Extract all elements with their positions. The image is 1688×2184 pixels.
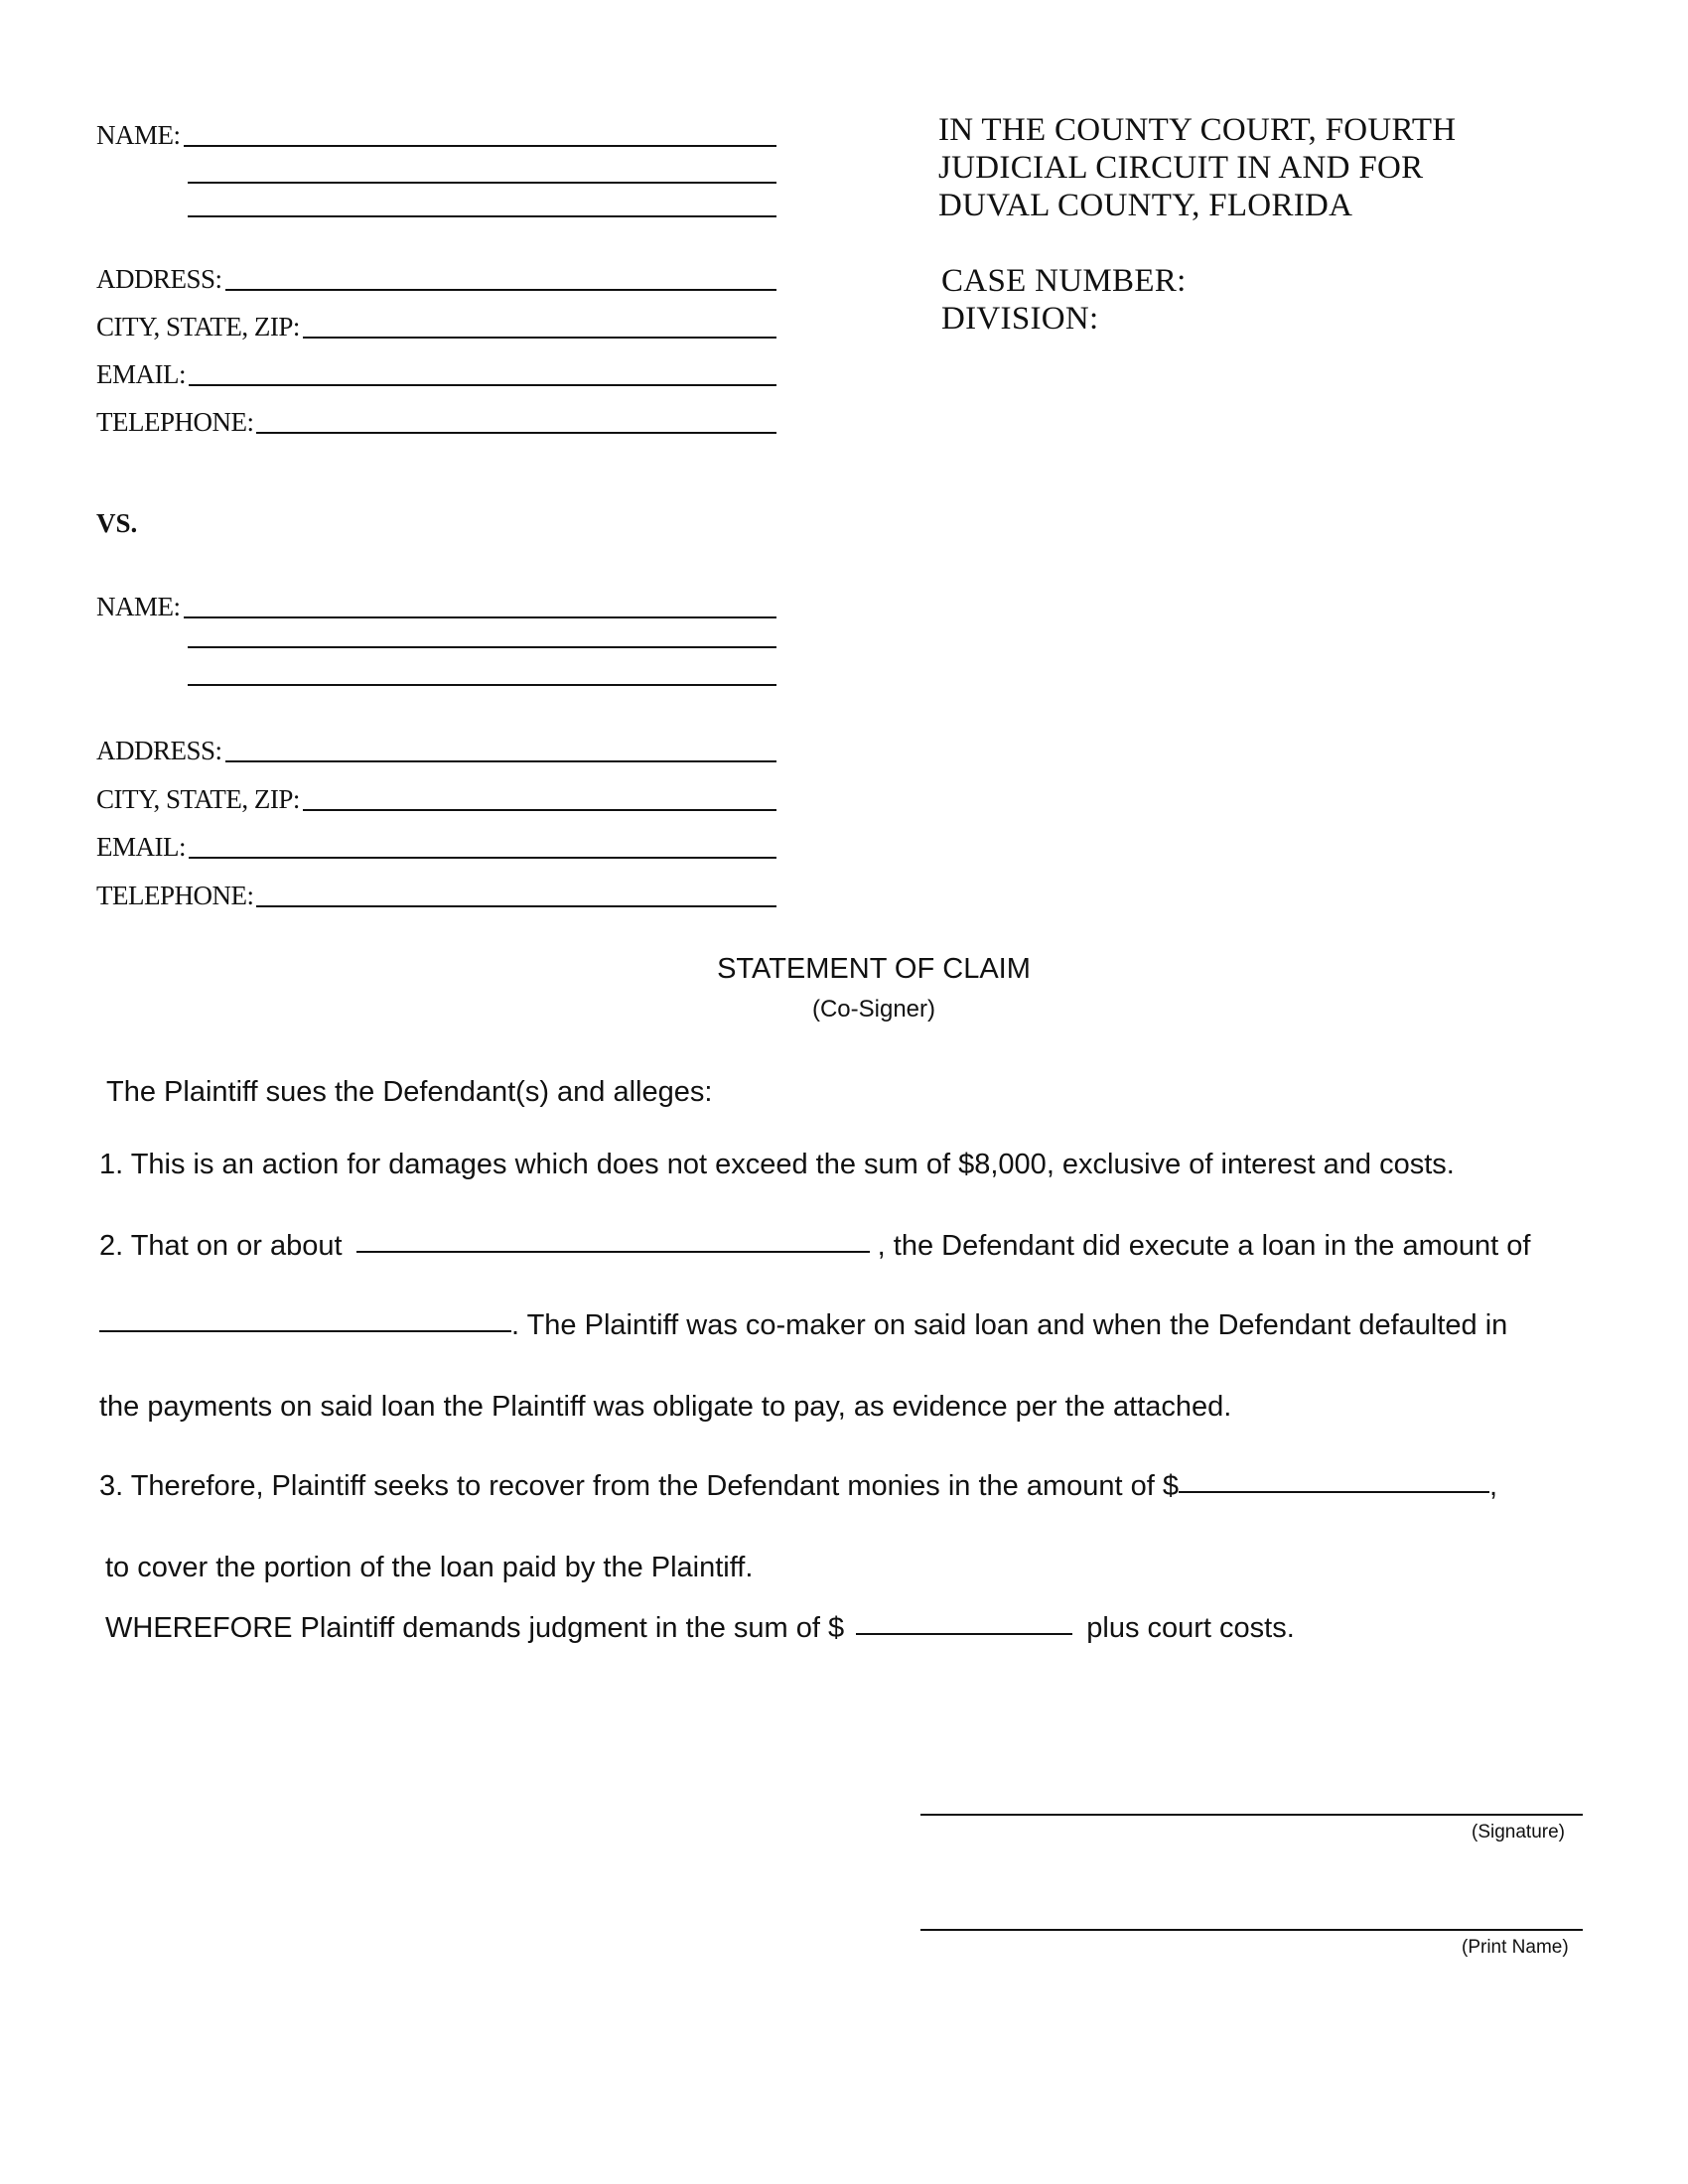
- plaintiff-telephone-label: TELEPHONE:: [96, 407, 254, 437]
- plaintiff-address-label: ADDRESS:: [96, 264, 222, 294]
- case-info: [941, 262, 1187, 338]
- plaintiff-name-line-2[interactable]: [188, 182, 776, 184]
- defendant-address-label: ADDRESS:: [96, 736, 222, 765]
- court-line-3: DUVAL COUNTY, FLORIDA: [938, 188, 1353, 223]
- signature-label: (Signature): [1472, 1822, 1565, 1843]
- paragraph-3-text-a: 3. Therefore, Plaintiff seeks to recover from the Defendant monies in the amount of $: [99, 1470, 1180, 1502]
- paragraph-2-text-c: . The Plaintiff was co-maker on said loan and when the Defendant defaulted in: [511, 1309, 1508, 1341]
- paragraph-3-line-2: [105, 1551, 753, 1585]
- wherefore-text-b: plus court costs.: [1086, 1612, 1295, 1644]
- paragraph-2-line-3: [99, 1390, 1231, 1425]
- case-number-label: CASE NUMBER:: [941, 263, 1187, 299]
- recover-amount-field[interactable]: [1179, 1490, 1489, 1493]
- plaintiff-name-field[interactable]: [184, 145, 777, 147]
- paragraph-3-text-c: to cover the portion of the loan paid by the Plaintiff.: [105, 1552, 754, 1583]
- defendant-name-line-2[interactable]: [188, 646, 776, 648]
- paragraph-1: [99, 1148, 1455, 1182]
- paragraph-1-text: 1. This is an action for damages which does not exceed the sum of $8,000, exclusive of interest and costs.: [99, 1149, 1455, 1180]
- versus-label: VS.: [96, 508, 138, 538]
- defendant-name-field[interactable]: [184, 616, 777, 618]
- paragraph-2-line-2: [99, 1308, 1507, 1343]
- defendant-address-row: [96, 738, 776, 764]
- paragraph-2-text-b: , the Defendant did execute a loan in the amount of: [877, 1230, 1531, 1262]
- wherefore-paragraph: [105, 1611, 1295, 1646]
- document-subtitle: (Co-Signer): [811, 996, 936, 1023]
- paragraph-3-line-1: [99, 1469, 1497, 1504]
- paragraph-2-text-d: the payments on said loan the Plaintiff was obligate to pay, as evidence per the attached.: [99, 1391, 1232, 1423]
- court-line-2: JUDICIAL CIRCUIT IN AND FOR: [938, 150, 1424, 186]
- paragraph-2-text-a: 2. That on or about: [99, 1230, 343, 1262]
- division-label: DIVISION:: [941, 301, 1099, 337]
- defendant-city-label: CITY, STATE, ZIP:: [96, 784, 300, 814]
- intro-text: The Plaintiff sues the Defendant(s) and alleges:: [106, 1076, 713, 1108]
- defendant-email-label: EMAIL:: [96, 832, 186, 862]
- signature-line[interactable]: [920, 1814, 1583, 1816]
- defendant-email-field[interactable]: [189, 857, 776, 859]
- judgment-amount-field[interactable]: [856, 1632, 1072, 1635]
- wherefore-text-a: WHEREFORE Plaintiff demands judgment in the sum of $: [105, 1612, 845, 1644]
- defendant-name-label: NAME:: [96, 592, 181, 621]
- court-line-1: IN THE COUNTY COURT, FOURTH: [938, 112, 1457, 148]
- defendant-email-row: [96, 834, 776, 861]
- print-name-line[interactable]: [920, 1929, 1583, 1931]
- plaintiff-email-label: EMAIL:: [96, 359, 186, 389]
- plaintiff-name-line-3[interactable]: [188, 215, 776, 217]
- court-caption: [938, 111, 1456, 224]
- defendant-city-row: [96, 786, 776, 813]
- defendant-telephone-field[interactable]: [256, 905, 776, 907]
- defendant-address-field[interactable]: [225, 760, 776, 762]
- plaintiff-email-field[interactable]: [189, 384, 776, 386]
- defendant-name-row: [96, 594, 776, 620]
- document-title: STATEMENT OF CLAIM: [717, 953, 1031, 985]
- plaintiff-name-row: [96, 122, 776, 149]
- plaintiff-telephone-field[interactable]: [256, 432, 776, 434]
- defendant-city-field[interactable]: [303, 809, 776, 811]
- plaintiff-city-row: [96, 314, 776, 341]
- loan-amount-field[interactable]: [99, 1329, 511, 1332]
- plaintiff-name-label: NAME:: [96, 120, 181, 150]
- plaintiff-city-field[interactable]: [303, 337, 776, 339]
- paragraph-2-line-1: [99, 1229, 1530, 1264]
- plaintiff-city-label: CITY, STATE, ZIP:: [96, 312, 300, 341]
- paragraph-3-text-b: ,: [1489, 1470, 1498, 1502]
- intro-paragraph: [106, 1075, 712, 1110]
- loan-date-field[interactable]: [356, 1250, 870, 1253]
- plaintiff-address-row: [96, 266, 776, 293]
- defendant-telephone-label: TELEPHONE:: [96, 881, 254, 910]
- defendant-name-line-3[interactable]: [188, 684, 776, 686]
- print-name-label: (Print Name): [1462, 1937, 1569, 1958]
- defendant-telephone-row: [96, 883, 776, 909]
- plaintiff-address-field[interactable]: [225, 289, 776, 291]
- plaintiff-telephone-row: [96, 409, 776, 436]
- plaintiff-email-row: [96, 361, 776, 388]
